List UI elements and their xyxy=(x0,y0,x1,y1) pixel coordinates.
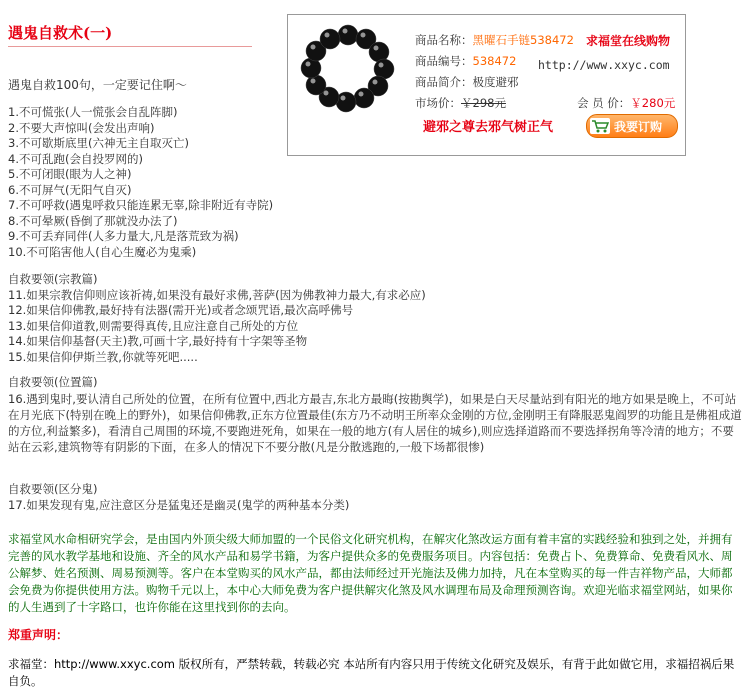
product-code-label: 商品编号： xyxy=(415,54,473,68)
member-price-value: ￥280元 xyxy=(630,96,676,110)
list-item: 3.不可歇斯底里(六神无主自取灭亡) xyxy=(8,136,189,150)
bracelet-image[interactable] xyxy=(298,23,398,113)
product-box xyxy=(287,14,686,156)
disclaimer-label: 郑重声明： xyxy=(8,628,69,642)
list-item: 7.不可呼救(遇鬼呼救只能连累无辜,除非附近有寺院) xyxy=(8,198,274,212)
list-item: 5.不可闭眼(眼为人之神) xyxy=(8,167,132,181)
list-item: 1.不可慌张(人一慌张会自乱阵脚) xyxy=(8,105,178,119)
market-price-label: 市场价： xyxy=(415,96,461,110)
member-price-row xyxy=(577,95,675,111)
page-title: 遇鬼自救术(一) xyxy=(8,24,113,42)
product-desc-row xyxy=(415,74,519,90)
list-item: 8.不可晕厥(昏倒了那就没办法了) xyxy=(8,213,178,228)
title-underline xyxy=(8,46,252,47)
list-item: 14.如果信仰基督(天主)教,可画十字,最好持有十字架等圣物 xyxy=(8,334,308,348)
rules-list xyxy=(8,105,273,260)
store-brand: 求福堂在线购物 xyxy=(586,34,671,48)
list-item: 6.不可屏气(无阳气自灭) xyxy=(8,182,132,197)
list-item: 13.如果信仰道教,则需要得真传,且应注意自己所处的方位 xyxy=(8,318,299,333)
list-item: 10.不可陷害他人(自心生魔必为鬼乘) xyxy=(8,244,197,259)
product-code-value: 538472 xyxy=(472,54,517,68)
disclaimer-text: 求福堂：http://www.xxyc.com 版权所有，严禁转载，转载必究 本站所有内容只用于传统文化研究及娱乐，有背于此如做它用，求福招祸后果自负。 xyxy=(8,657,735,688)
product-name-value[interactable]: 黑曜石手链538472 xyxy=(472,33,574,47)
list-item: 2.不要大声惊叫(会发出声响) xyxy=(8,120,155,135)
list-item: 17.如果发现有鬼,应注意区分是猛鬼还是幽灵(鬼学的两种基本分类) xyxy=(8,497,350,512)
list-item: 15.如果信仰伊斯兰教,你就等死吧..... xyxy=(8,349,198,364)
section-heading: 自救要领(区分鬼) xyxy=(8,482,98,496)
section-heading: 自救要领(宗教篇) xyxy=(8,272,98,286)
shopping-cart-icon xyxy=(590,118,610,134)
position-section-heading xyxy=(8,375,97,391)
product-desc-value: 极度避邪 xyxy=(472,75,519,89)
list-item: 11.如果宗教信仰则应该祈祷,如果没有最好求佛,菩萨(因为佛教神力最大,有求必应) xyxy=(8,287,426,302)
intro-text: 遇鬼自救100句，一定要记住啊～ xyxy=(8,78,187,92)
list-item: 12.如果信仰佛教,最好持有法器(需开光)或者念颂咒语,最次高呼佛号 xyxy=(8,303,354,317)
product-name-row xyxy=(415,32,574,48)
section-heading: 自救要领(位置篇) xyxy=(8,375,98,389)
list-item: 4.不可乱跑(会自投罗网的) xyxy=(8,151,143,166)
member-price-label: 会 员 价： xyxy=(577,96,631,110)
religion-section xyxy=(8,272,426,365)
market-price-value: ￥298元 xyxy=(461,96,506,110)
list-item: 9.不可丢弃同伴(人多力量大,凡是落荒致为祸) xyxy=(8,229,239,243)
position-section-text: 16.遇到鬼时,要认清自己所处的位置，在所有位置中,西北方最吉,东北方最晦(按勘舆学)，如果是白天尽量站到有阳光的地方如果是晚上，不可站在月光底下(特别在晚上的野外)，如果信仰佛教,正东方位置最佳(东方乃不动明王所率众金刚的方位,金刚明王有降服恶鬼阎罗的功能且是佛祖成道的方位,利益繁多)，看清自己周围的环境,不要跑进死角，如果在一般的地方(有人居住的城乡),则应选择道路而不要选择拐角等冷清的地方；不要站在云彩,建筑物等有阴影的下面，在多人的情况下不要分散(凡是分散逃跑的,一般下场都很惨) xyxy=(8,392,742,454)
order-button-label: 我要订购 xyxy=(614,119,663,134)
distinguish-section xyxy=(8,482,349,513)
store-url[interactable]: http://www.xxyc.com xyxy=(538,58,670,72)
product-code-row xyxy=(415,53,516,69)
order-button[interactable] xyxy=(586,114,678,138)
product-slogan: 避邪之尊去邪气树正气 xyxy=(423,120,554,135)
product-desc-label: 商品简介： xyxy=(415,75,473,89)
product-name-label: 商品名称： xyxy=(415,33,473,47)
market-price-row xyxy=(415,95,506,111)
society-intro-paragraph: 求福堂风水命相研究学会，是由国内外顶尖级大师加盟的一个民俗文化研究机构，在解灾化煞改运方面有着丰富的实践经验和独到之处，并拥有完善的风水教学基地和设施、齐全的风水产品和易学书籍，为客户提供众多的免费服务项目。内容包括：免费占卜、免费算命、免费看风水、周公解梦、姓名预测、周易预测等。客户在本堂购买的风水产品，都由法师经过开光施法及佛力加持，凡在本堂购买的每一件吉祥物产品，大师都会免费为你提供使用方法。购物千元以上，本中心大师免费为客户提供解灾化煞及风水调理布局及命理预测咨询。欢迎光临求福堂网站，如果你的人生遇到了十字路口，也许你能在这里找到你的去向。 xyxy=(8,532,733,614)
